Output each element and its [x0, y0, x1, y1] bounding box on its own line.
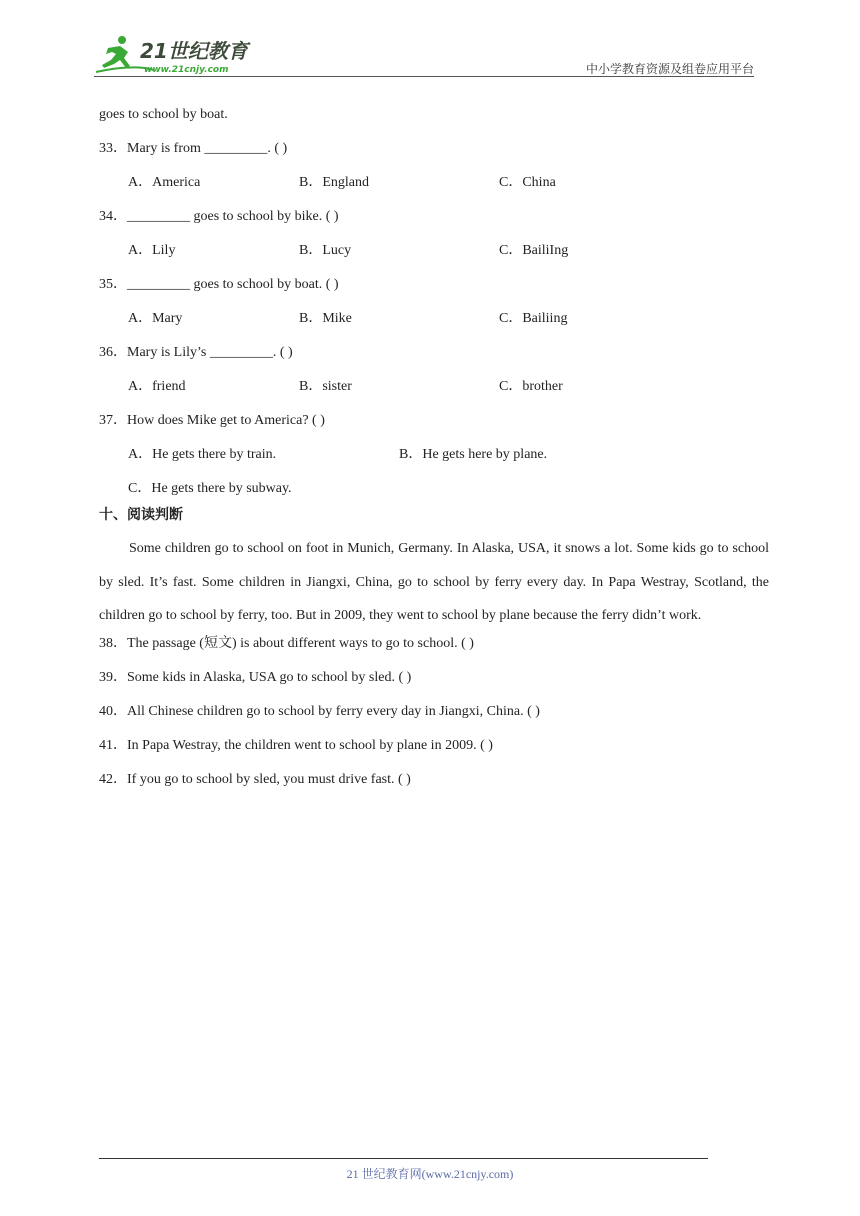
option-b[interactable]: B．Mike	[299, 311, 352, 326]
option-a[interactable]: A．Mary	[128, 311, 183, 326]
runner-logo-icon	[94, 34, 264, 78]
option-a[interactable]: A．He gets there by train.	[128, 447, 277, 462]
logo-url: www.21cnjy.com	[144, 65, 229, 75]
platform-slogan: 中小学教育资源及组卷应用平台	[585, 62, 754, 76]
question-options	[99, 376, 769, 410]
option-c[interactable]: C．Bailiing	[499, 311, 568, 326]
option-b[interactable]: B．England	[299, 175, 369, 190]
page-header	[0, 0, 860, 80]
option-c[interactable]: C．He gets there by subway.	[128, 481, 292, 496]
question-33	[99, 138, 769, 206]
judgment-39: 39．Some kids in Alaska, USA go to school by sled. ( )	[99, 670, 412, 686]
option-c[interactable]: C．China	[499, 175, 556, 190]
site-logo	[94, 34, 264, 78]
logo-text: 21世纪教育	[140, 39, 248, 63]
question-36	[99, 342, 769, 410]
question-options	[99, 444, 769, 478]
question-35	[99, 274, 769, 342]
option-b[interactable]: B．sister	[299, 379, 352, 394]
question-text: 37．How does Mike get to America? ( )	[99, 413, 325, 428]
option-b[interactable]: B．Lucy	[299, 243, 352, 258]
question-37	[99, 410, 769, 504]
option-c[interactable]: C．brother	[499, 379, 563, 394]
judgment-40: 40．All Chinese children go to school by ferry every day in Jiangxi, China. ( )	[99, 704, 540, 720]
question-text: 35．_________ goes to school by boat. ( )	[99, 277, 339, 292]
question-options	[99, 478, 769, 504]
intro-line: goes to school by boat.	[99, 107, 228, 122]
judgment-41: 41．In Papa Westray, the children went to school by plane in 2009. ( )	[99, 738, 493, 754]
option-c[interactable]: C．BailiIng	[499, 243, 569, 258]
judgment-38: 38．The passage (短文) is about different ways to go to school. ( )	[99, 636, 474, 652]
footer-divider	[99, 1158, 708, 1159]
question-text: 33．Mary is from _________. ( )	[99, 141, 288, 156]
option-a[interactable]: A．Lily	[128, 243, 176, 258]
option-b[interactable]: B．He gets here by plane.	[399, 447, 548, 462]
option-a[interactable]: A．America	[128, 175, 201, 190]
question-34	[99, 206, 769, 274]
section-title: 十、阅读判断	[99, 507, 183, 523]
header-divider	[94, 76, 754, 77]
question-options	[99, 172, 769, 206]
judgment-42: 42．If you go to school by sled, you must drive fast. ( )	[99, 772, 411, 788]
question-options	[99, 308, 769, 342]
footer-link[interactable]: 21 世纪教育网(www.21cnjy.com)	[346, 1167, 514, 1181]
reading-passage: Some children go to school on foot in Munich, Germany. In Alaska, USA, it snows a lot. Some kids go to school by sled. It’s fast. Some children in Jiangxi, China, go to school by ferry every day. In Papa Westray, Scotland, the children go to school by ferry, too. But in 2009, they went to school by plane because the ferry didn’t work.	[99, 541, 769, 624]
document-body	[99, 104, 769, 803]
question-text: 36．Mary is Lily’s _________. ( )	[99, 345, 293, 360]
question-options	[99, 240, 769, 274]
question-text: 34．_________ goes to school by bike. ( )	[99, 209, 339, 224]
option-a[interactable]: A．friend	[128, 379, 186, 394]
